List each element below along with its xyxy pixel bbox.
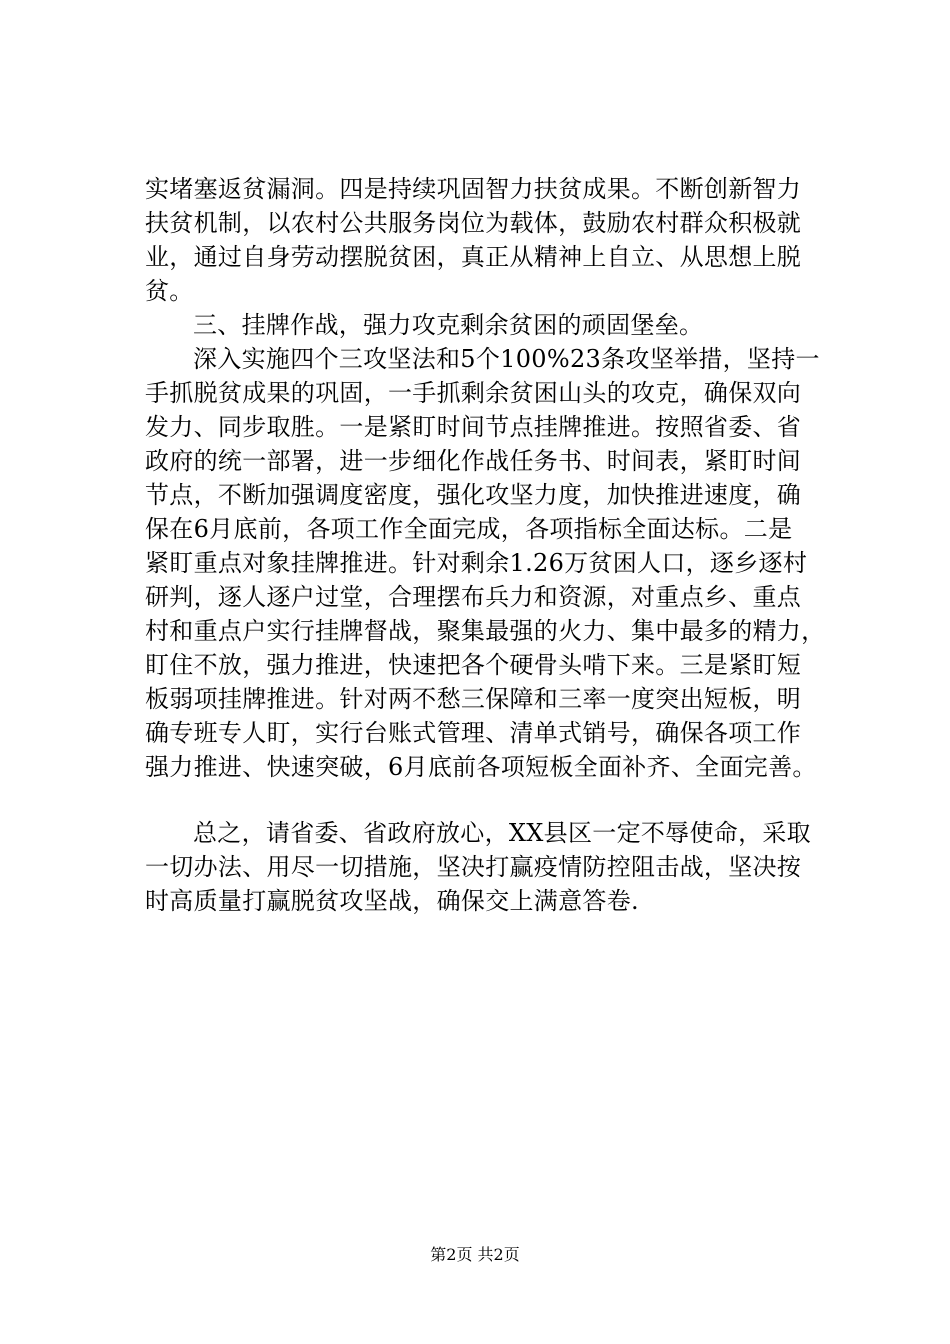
body-text-line: 村和重点户实行挂牌督战，聚集最强的火力、集中最多的精力， [145,617,826,645]
body-text-line: 政府的统一部署，进一步细化作战任务书、时间表，紧盯时间 [145,447,802,475]
page-footer: 第2页 共2页 [430,1245,520,1264]
body-text-line: 实堵塞返贫漏洞。四是持续巩固智力扶贫成果。不断创新智力 [145,175,802,203]
conclusion-text-line: 总之，请省委、省政府放心，XX县区一定不辱使命，采取 [193,819,811,847]
body-text-line: 扶贫机制，以农村公共服务岗位为载体，鼓励农村群众积极就 [145,209,802,237]
body-text-line: 贫。 [145,277,194,305]
body-text-line: 紧盯重点对象挂牌推进。针对剩余1.26万贫困人口，逐乡逐村 [145,549,808,577]
body-text-line: 手抓脱贫成果的巩固，一手抓剩余贫困山头的攻克，确保双向 [145,379,802,407]
conclusion-text-line: 时高质量打赢脱贫攻坚战，确保交上满意答卷. [145,887,639,915]
body-text-line: 发力、同步取胜。一是紧盯时间节点挂牌推进。按照省委、省 [145,413,802,441]
body-text-line: 强力推进、快速突破，6月底前各项短板全面补齐、全面完善。 [145,753,817,781]
body-text-line: 业，通过自身劳动摆脱贫困，真正从精神上自立、从思想上脱 [145,243,802,271]
body-text-line: 保在6月底前，各项工作全面完成，各项指标全面达标。二是 [145,515,793,543]
body-text-line: 板弱项挂牌推进。针对两不愁三保障和三率一度突出短板，明 [145,685,802,713]
body-text-line: 盯住不放，强力推进，快速把各个硬骨头啃下来。三是紧盯短 [145,651,802,679]
body-text-line: 研判，逐人逐户过堂，合理摆布兵力和资源，对重点乡、重点 [145,583,802,611]
body-text-line: 深入实施四个三攻坚法和5个100%23条攻坚举措，坚持一 [193,345,820,373]
body-text-line: 确专班专人盯，实行台账式管理、清单式销号，确保各项工作 [145,719,802,747]
body-text-line: 节点，不断加强调度密度，强化攻坚力度，加快推进速度，确 [145,481,802,509]
section-heading: 三、挂牌作战，强力攻克剩余贫困的顽固堡垒。 [193,311,704,339]
conclusion-text-line: 一切办法、用尽一切措施，坚决打赢疫情防控阻击战，坚决按 [145,853,802,881]
